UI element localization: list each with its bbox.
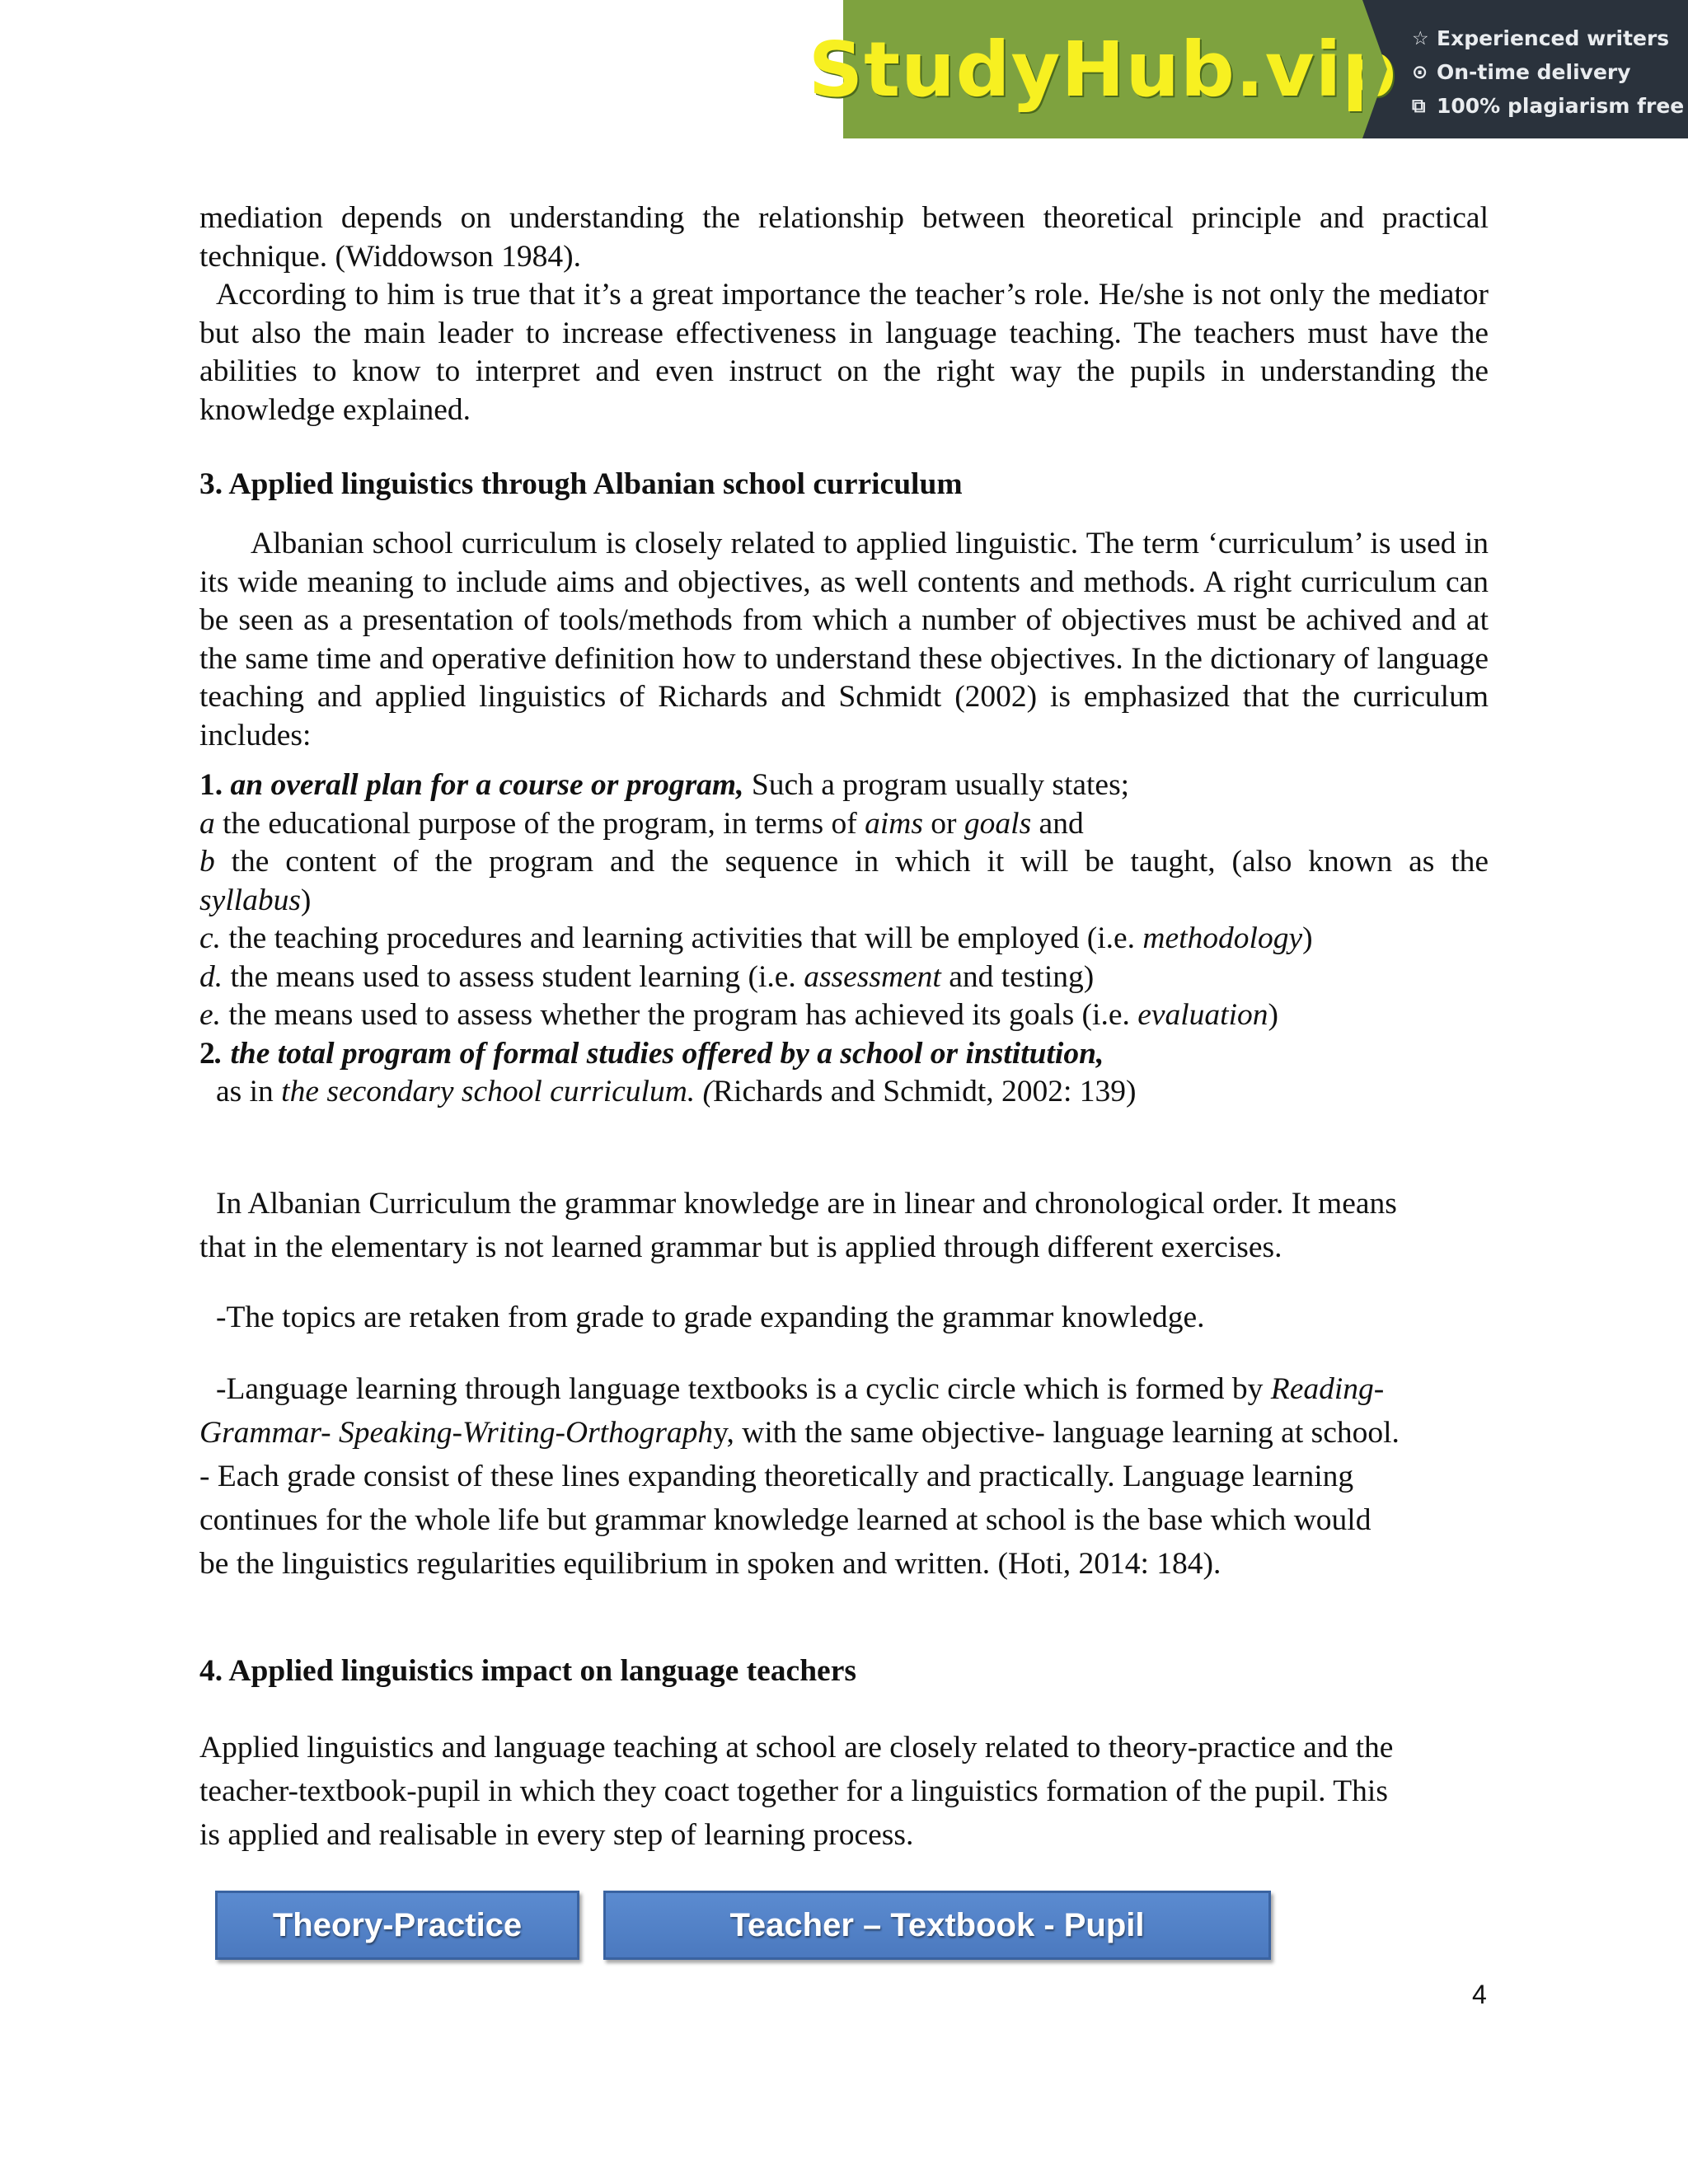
text-line: continues for the whole life but grammar knowledge learned at school is the base which would xyxy=(199,1503,1372,1537)
section-heading-3: 3. Applied linguistics through Albanian school curriculum xyxy=(199,467,963,501)
diagram-box-theory-practice: Theory-Practice xyxy=(215,1891,579,1960)
text-line: technique. (Widdowson 1984). xyxy=(199,239,581,274)
paragraph-language-learning xyxy=(199,1367,1489,1586)
feature-label: 100% plagiarism free xyxy=(1437,94,1685,118)
list-item-b: b the content of the program and the sequence in which it will be taught, (also known as the xyxy=(199,845,1489,879)
banner-features xyxy=(1362,0,1688,138)
feature-label: On-time delivery xyxy=(1437,60,1631,84)
diagram-box-teacher-textbook-pupil: Teacher – Textbook - Pupil xyxy=(603,1891,1271,1960)
studyhub-logo-text: StudyHub.vip xyxy=(808,25,1398,114)
text-line: that in the elementary is not learned grammar but is applied through different exercises. xyxy=(199,1230,1282,1264)
section-heading-4: 4. Applied linguistics impact on language teachers xyxy=(199,1654,856,1688)
page-number: 4 xyxy=(1472,1980,1487,2009)
text-line: Grammar- Speaking-Writing-Orthography, with the same objective- language learning at school. xyxy=(199,1416,1400,1450)
feature-label: Experienced writers xyxy=(1437,26,1670,50)
feature-on-time-delivery xyxy=(1412,55,1688,89)
list-item-2-cont: as in the secondary school curriculum. (Richards and Schmidt, 2002: 139) xyxy=(216,1075,1137,1108)
text-line: mediation depends on understanding the relationship between theoretical principle and practical xyxy=(199,201,1489,235)
paragraph-topics xyxy=(199,1296,1489,1339)
studyhub-banner[interactable] xyxy=(808,0,1688,138)
curriculum-definition-list xyxy=(199,766,1489,1112)
paragraph-teacher-impact xyxy=(199,1726,1489,1857)
text-line: -The topics are retaken from grade to grade expanding the grammar knowledge. xyxy=(216,1301,1205,1334)
feature-plagiarism-free xyxy=(1412,89,1688,123)
list-item-d: d. the means used to assess student learning (i.e. assessment and testing) xyxy=(199,959,1095,994)
text-line: be the linguistics regularities equilibrium in spoken and written. (Hoti, 2014: 184). xyxy=(199,1547,1221,1581)
feature-experienced-writers xyxy=(1412,21,1688,55)
paragraph-teacher-role: According to him is true that it’s a great importance the teacher’s role. He/she is not only the mediator but also the main leader to increase effectiveness in language teaching. The teachers must have the abilities to know to interpret and even instruct on the right way the pupils in understanding the knowledge explained. xyxy=(199,278,1489,427)
clock-icon: ⊙ xyxy=(1412,61,1428,83)
banner-arrow-shape xyxy=(1362,0,1387,138)
studyhub-logo[interactable] xyxy=(808,0,1398,138)
text-line: - Each grade consist of these lines expanding theoretically and practically. Language learning xyxy=(199,1460,1354,1493)
list-item-a: a the educational purpose of the program, in terms of aims or goals and xyxy=(199,806,1084,841)
copy-icon: ⧉ xyxy=(1412,95,1426,117)
paragraph-widdowson xyxy=(199,199,1489,276)
star-outline-icon: ☆ xyxy=(1412,27,1429,49)
list-item-c: c. the teaching procedures and learning activities that will be employed (i.e. methodology) xyxy=(199,921,1313,955)
text-line: teacher-textbook-pupil in which they coact together for a linguistics formation of the pupil. This xyxy=(199,1774,1388,1808)
paragraph-albanian-curriculum xyxy=(199,1182,1489,1269)
text-line: -Language learning through language textbooks is a cyclic circle which is formed by Reading- xyxy=(216,1372,1385,1406)
text-line: In Albanian Curriculum the grammar knowledge are in linear and chronological order. It means xyxy=(216,1187,1397,1221)
text-line: is applied and realisable in every step of learning process. xyxy=(199,1818,914,1852)
list-item-b-cont: syllabus) xyxy=(199,883,312,917)
list-item-e: e. the means used to assess whether the program has achieved its goals (i.e. evaluation) xyxy=(199,998,1279,1032)
text-line: Applied linguistics and language teaching at school are closely related to theory-practice and the xyxy=(199,1731,1394,1765)
list-item-2: 2. the total program of formal studies offered by a school or institution, xyxy=(199,1036,1104,1071)
list-item-1: 1. an overall plan for a course or program, Such a program usually states; xyxy=(199,768,1130,802)
paragraph-curriculum: Albanian school curriculum is closely related to applied linguistic. The term ‘curriculum’ is used in its wide meaning to include aims and objectives, as well contents and methods. A right curriculum can be seen as a presentation of tools/methods from which a number of objectives must be achived and at the same time and operative definition how to understand these objectives. In the dictionary of language teaching and applied linguistics of Richards and Schmidt (2002) is emphasized that the curriculum includes: xyxy=(199,527,1489,752)
